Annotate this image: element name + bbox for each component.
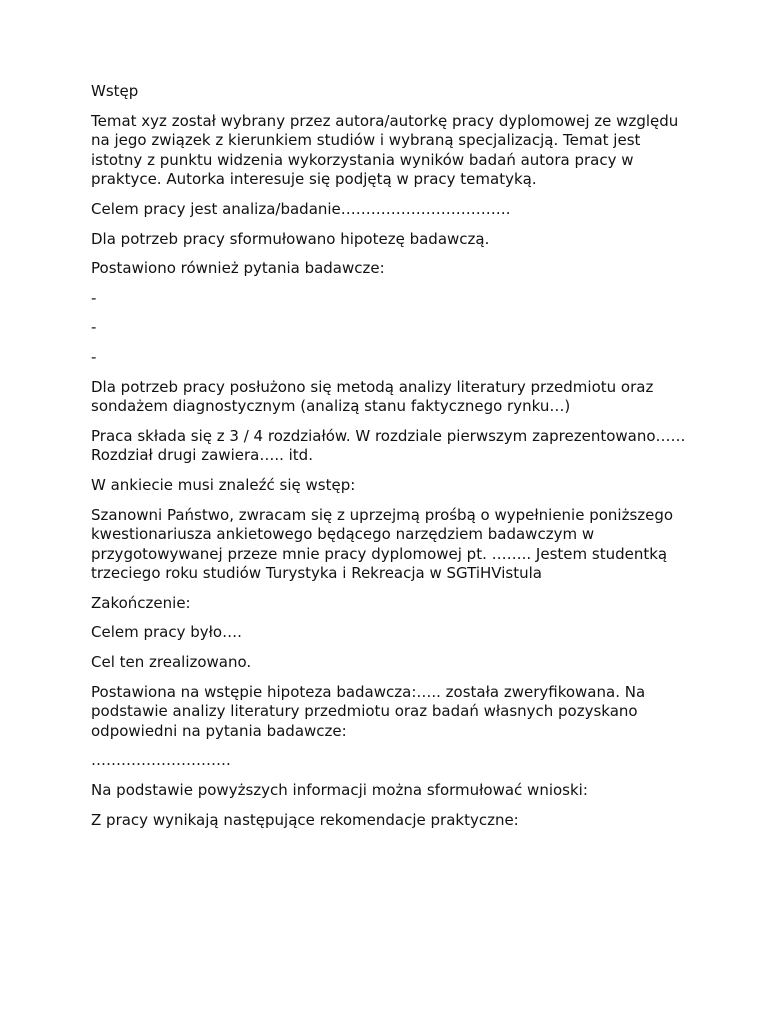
paragraph-conclusions: Na podstawie powyższych informacji można sformułować wnioski: xyxy=(91,781,588,800)
paragraph-hypothesis: Dla potrzeb pracy sformułowano hipotezę badawczą. xyxy=(91,229,490,248)
paragraph-structure: Praca składa się z 3 / 4 rozdziałów. W rozdziale pierwszym zaprezentowano…… Rozdział drugi zawiera….. itd. xyxy=(91,426,686,465)
paragraph-goal-achieved: Cel ten zrealizowano. xyxy=(91,653,252,672)
paragraph-intro: Temat xyz został wybrany przez autora/autorkę pracy dyplomowej ze względu na jego związek z kierunkiem studiów i wybraną specjalizacją. Temat jest istotny z punktu widzenia wykorzystania wyników badań autora pracy w praktyce. Autorka interesuje się podjętą w pracy tematyką. xyxy=(91,111,679,189)
paragraph-questions: Postawiono również pytania badawcze: xyxy=(91,259,385,278)
paragraph-hypothesis-verified: Postawiona na wstępie hipoteza badawcza:….. została zweryfikowana. Na podstawie analizy literatury przedmiotu oraz badań własnych pozyskano odpowiedni na pytania badawcze: xyxy=(91,682,646,740)
heading-wstep: Wstęp xyxy=(91,82,139,100)
paragraph-recommendations: Z pracy wynikają następujące rekomendacje praktyczne: xyxy=(91,810,519,829)
paragraph-survey-text: Szanowni Państwo, zwracam się z uprzejmą prośbą o wypełnienie poniższego kwestionariusza ankietowego będącego narzędziem badawczym w przygotowywanej przeze mnie pracy dyplomowej pt. …….. Jestem studentką trzeciego roku studiów Turystyka i Rekreacja w SGTiHVistula xyxy=(91,505,674,583)
paragraph-survey-intro: W ankiecie musi znaleźć się wstęp: xyxy=(91,475,356,494)
paragraph-goal: Celem pracy jest analiza/badanie……………………………. xyxy=(91,199,511,218)
list-dash-3: - xyxy=(91,347,97,366)
list-dash-1: - xyxy=(91,288,97,307)
paragraph-method: Dla potrzeb pracy posłużono się metodą analizy literatury przedmiotu oraz sondażem diagnostycznym (analizą stanu faktycznego rynku…) xyxy=(91,377,654,416)
document-body xyxy=(91,82,691,840)
paragraph-dots: ………………………. xyxy=(91,751,231,770)
list-dash-2: - xyxy=(91,318,97,337)
paragraph-goal-was: Celem pracy było…. xyxy=(91,623,242,642)
heading-zakonczenie: Zakończenie: xyxy=(91,593,191,612)
